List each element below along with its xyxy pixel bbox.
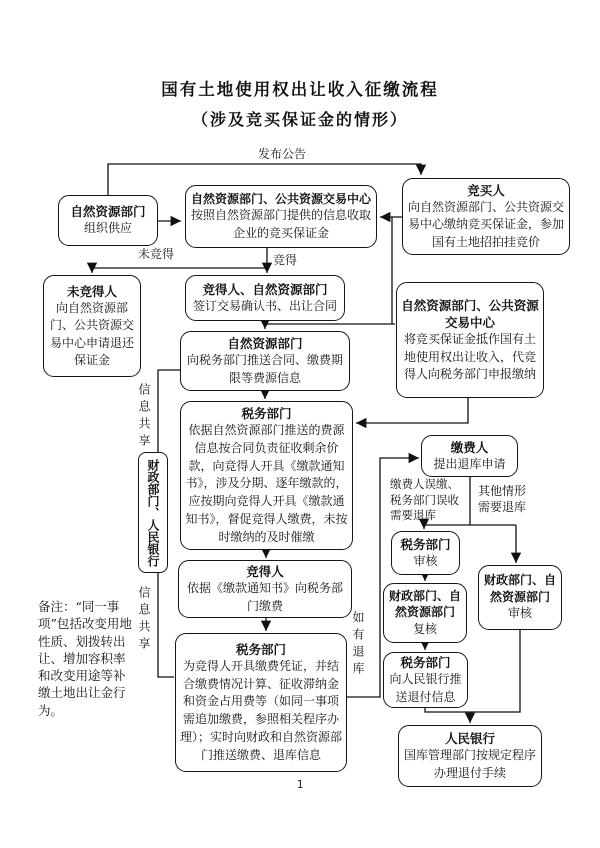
edge-label-info-share-bottom: 信息共享 [137,586,151,654]
node-title: 竞得人 [246,563,284,579]
edge-label-if-refund: 如有退库 [351,611,365,679]
page-number: 1 [296,779,304,791]
node-tax-voucher [175,633,347,772]
node-body: 依据自然资源部门推送的费源信息按合同负责征收剩余价款，向竞得人开具《缴款通知书》，涉及分期、逐年缴款的，应按期向竞得人开具《缴款通知书》，督促竞得人缴费，未按时缴纳的及时催缴 [185,423,348,544]
node-body: 向人民银行推送退付信息 [389,672,462,704]
page-title: 国有土地使用权出让收入征缴流程 [161,80,439,99]
node-body: 将竞买保证金抵作国有土地使用权出让收入，代竞得人向税务部门申报缴纳 [403,332,536,381]
node-finance-review [478,565,562,630]
node-body: 签订交易确认书、出让合同 [192,298,337,313]
edge-label-won: 竞得 [273,253,298,267]
node-body: 按照自然资源部门提供的信息收取企业的竞买保证金 [190,208,371,240]
node-pboc [398,725,542,787]
node-collect-deposit [185,185,377,248]
node-title: 自然资源部门 [70,204,146,220]
node-finance-recheck [383,583,467,643]
node-title: 缴费人 [450,439,489,455]
node-tax-collect [180,401,353,550]
node-title: 自然资源部门、公共资源交易中心 [190,191,371,206]
node-title: 税务部门 [241,405,292,421]
node-body: 审核 [413,553,438,568]
node-title: 未竞得人 [66,283,117,299]
node-loser [43,275,141,377]
node-bidder [402,178,570,255]
node-title: 竞买人 [467,182,505,198]
edge-label-publish-notice: 发布公告 [257,147,306,161]
node-sign-contract [185,275,345,321]
node-body: 复核 [412,621,437,636]
node-title: 税务部门 [235,641,286,657]
node-deposit-offset [396,282,544,398]
edge-label-other-refund: 其他情形需要退库 [478,484,527,515]
node-body: 向自然资源部门、公共资源交易中心申请退还保证金 [49,300,134,368]
page-subtitle: （涉及竞买保证金的情形） [191,110,408,129]
edge-label-not-won: 未竞得 [138,247,175,261]
node-body: 国库管理部门按规定程序办理退付手续 [403,748,536,780]
node-title: 财政部门、人民银行 [146,458,160,567]
node-payer [421,435,518,477]
node-title: 财政部门、自然资源部门 [388,588,461,620]
node-body: 依据《缴款通知书》向税务部门缴费 [186,581,343,613]
node-body: 向自然资源部门、公共资源交易中心缴纳竞买保证金，参加国有土地招拍挂竞价 [407,200,564,249]
node-finance-pboc [138,452,168,573]
node-title: 税务部门 [400,654,451,670]
node-winner-pay [178,560,352,618]
node-push-fee-info [180,331,350,391]
note-text: 备注：“同一事项”包括改变用地性质、划拨转出让、增加容积率和改变用途等补缴土地出让金行为。 [38,599,132,718]
node-title: 财政部门、自然资源部门 [483,573,556,604]
node-tax-review [391,531,460,575]
node-organize-supply [58,195,158,246]
node-title: 税务部门 [400,536,451,552]
edge-label-info-share-top: 信息共享 [137,383,151,451]
node-body: 提出退库申请 [433,456,506,471]
node-body: 向税务部门推送合同、缴费期限等费源信息 [186,353,343,385]
node-body: 为竞得人开具缴费凭证，并结合缴费情况计算、征收滞纳金和资金占用费等（如同一事项需追加缴费，参照相关程序办理）；实时向财政和自然资源部门推送缴费、退库信息 [180,658,343,762]
edge-label-mispaid-refund: 缴费人误缴、税务部门误收需要退库 [390,477,459,523]
node-title: 自然资源部门、公共资源交易中心 [401,297,539,330]
node-body: 审核 [507,606,532,621]
node-body: 组织供应 [83,221,132,236]
node-tax-push-refund [383,652,468,708]
node-title: 自然资源部门 [227,335,303,351]
node-title: 人民银行 [444,730,495,746]
node-title: 竞得人、自然资源部门 [202,281,328,297]
